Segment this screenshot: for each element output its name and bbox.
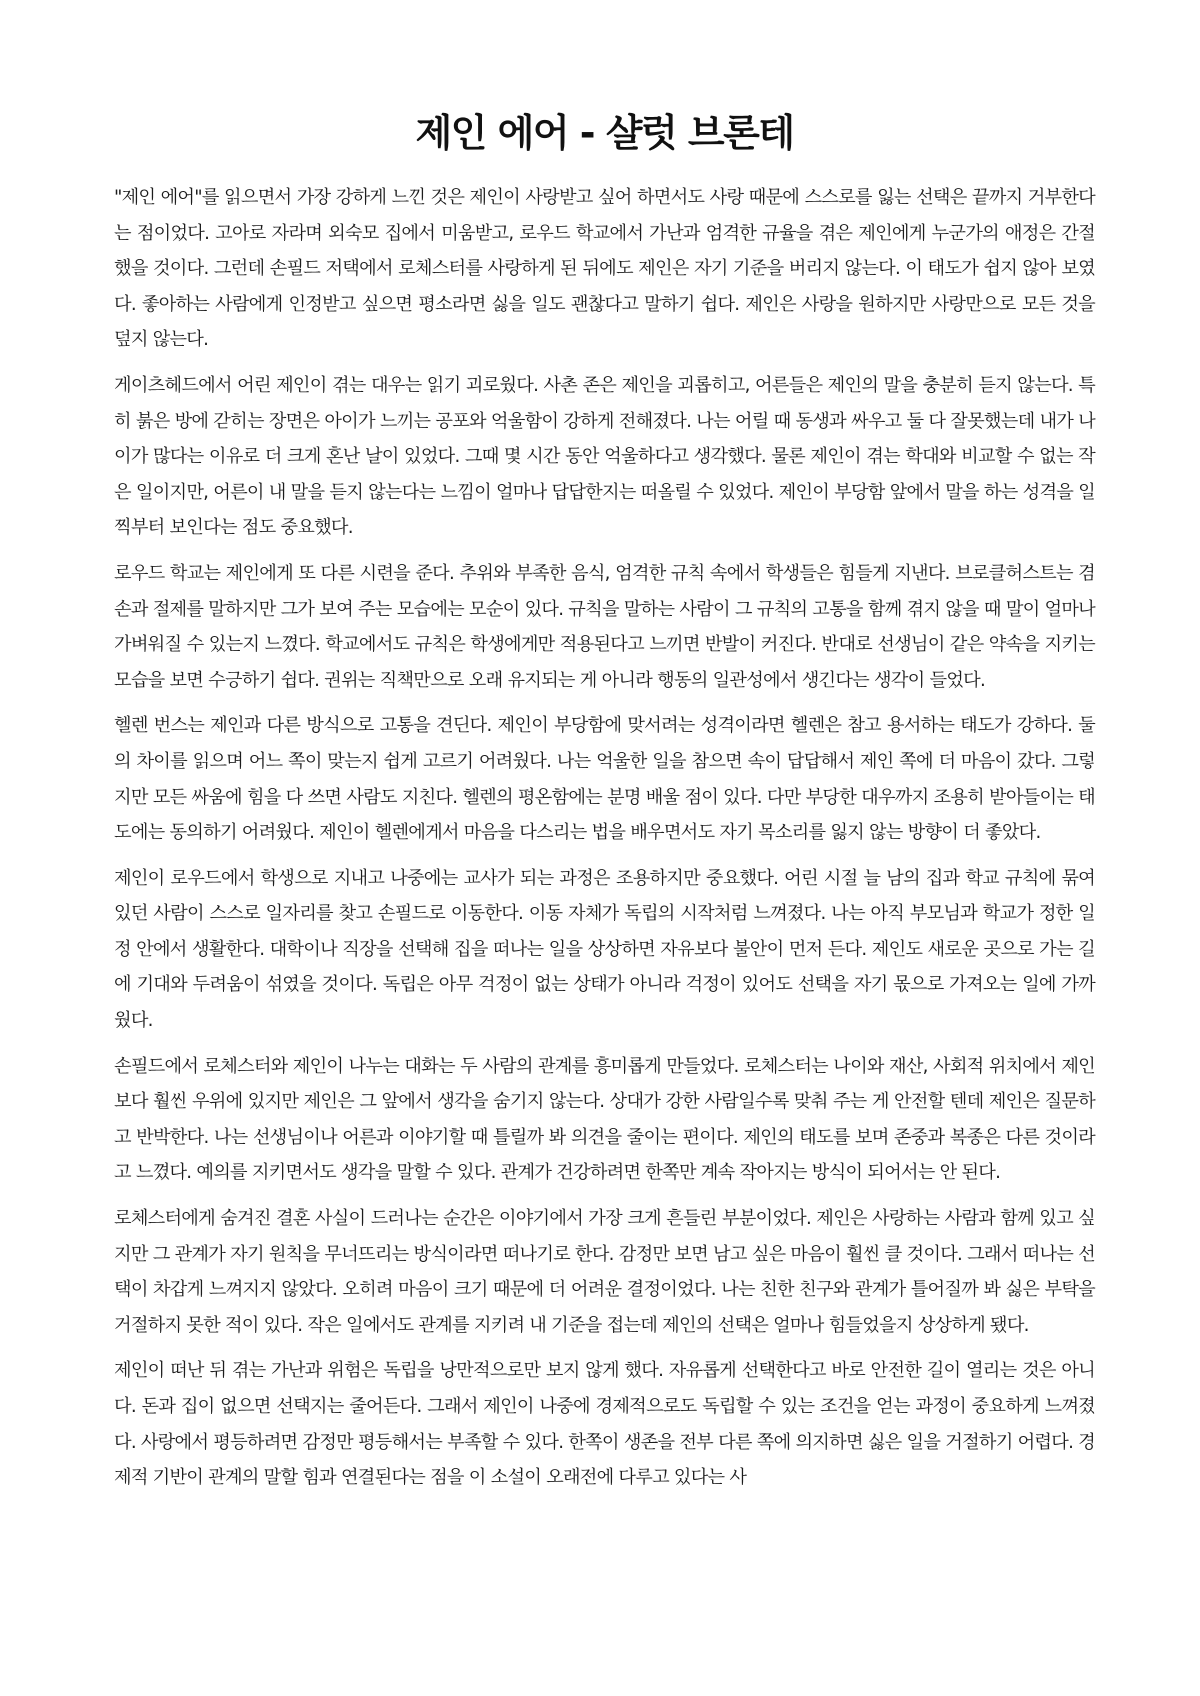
paragraph: "제인 에어"를 읽으면서 가장 강하게 느낀 것은 제인이 사랑받고 싶어 하면서도 사랑 때문에 스스로를 잃는 선택은 끝까지 거부한다는 점이었다. 고아로 자라며 외숙모 집에서 미움받고, 로우드 학교에서 가난과 엄격한 규율을 겪은 제인에게 누군가의 애정은 간절했을 것이다. 그런데 손필드 저택에서 로체스터를 사랑하게 된 뒤에도 제인은 자기 기준을 버리지 않는다. 이 태도가 쉽지 않아 보였다. 좋아하는 사람에게 인정받고 싶으면 평소라면 싫을 일도 괜찮다고 말하기 쉽다. 제인은 사랑을 원하지만 사랑만으로 모든 것을 덮지 않는다. [114, 187, 1095, 351]
paragraph: 로체스터에게 숨겨진 결혼 사실이 드러나는 순간은 이야기에서 가장 크게 흔들린 부분이었다. 제인은 사랑하는 사람과 함께 있고 싶지만 그 관계가 자기 원칙을 무너뜨리는 방식이라면 떠나기로 한다. 감정만 보면 남고 싶은 마음이 훨씬 클 것이다. 그래서 떠나는 선택이 차갑게 느껴지지 않았다. 오히려 마음이 크기 때문에 더 어려운 결정이었다. 나는 친한 친구와 관계가 틀어질까 봐 싫은 부탁을 거절하지 못한 적이 있다. 작은 일에서도 관계를 지키려 내 기준을 접는데 제인의 선택은 얼마나 힘들었을지 상상하게 됐다. [114, 1208, 1095, 1336]
paragraph: 헬렌 번스는 제인과 다른 방식으로 고통을 견딘다. 제인이 부당함에 맞서려는 성격이라면 헬렌은 참고 용서하는 태도가 강하다. 둘의 차이를 읽으며 어느 쪽이 맞는지 쉽게 고르기 어려웠다. 나는 억울한 일을 참으면 속이 답답해서 제인 쪽에 더 마음이 갔다. 그렇지만 모든 싸움에 힘을 다 쓰면 사람도 지친다. 헬렌의 평온함에는 분명 배울 점이 있다. 다만 부당한 대우까지 조용히 받아들이는 태도에는 동의하기 어려웠다. 제인이 헬렌에게서 마음을 다스리는 법을 배우면서도 자기 목소리를 잃지 않는 방향이 더 좋았다. [114, 715, 1095, 844]
document-title: 제인 에어 - 샬럿 브론테 [415, 111, 794, 155]
paragraph: 제인이 떠난 뒤 겪는 가난과 위험은 독립을 낭만적으로만 보지 않게 했다. 자유롭게 선택한다고 바로 안전한 길이 열리는 것은 아니다. 돈과 집이 없으면 선택지는 줄어든다. 그래서 제인이 나중에 경제적으로도 독립할 수 있는 조건을 얻는 과정이 중요하게 느껴졌다. 사랑에서 평등하려면 감정만 평등해서는 부족할 수 있다. 한쪽이 생존을 전부 다른 쪽에 의지하면 싫은 일을 거절하기 어렵다. 경제적 기반이 관계의 말할 힘과 연결된다는 점을 이 소설이 오래전에 다루고 있다는 사 [114, 1360, 1095, 1489]
paragraph: 게이츠헤드에서 어린 제인이 겪는 대우는 읽기 괴로웠다. 사촌 존은 제인을 괴롭히고, 어른들은 제인의 말을 충분히 듣지 않는다. 특히 붉은 방에 갇히는 장면은 아이가 느끼는 공포와 억울함이 강하게 전해졌다. 나는 어릴 때 동생과 싸우고 둘 다 잘못했는데 내가 나이가 많다는 이유로 더 크게 혼난 날이 있었다. 그때 몇 시간 동안 억울하다고 생각했다. 물론 제인이 겪는 학대와 비교할 수 없는 작은 일이지만, 어른이 내 말을 듣지 않는다는 느낌이 얼마나 답답한지는 떠올릴 수 있었다. 제인이 부당함 앞에서 말을 하는 성격을 일찍부터 보인다는 점도 중요했다. [114, 374, 1095, 539]
paragraph: 제인이 로우드에서 학생으로 지내고 나중에는 교사가 되는 과정은 조용하지만 중요했다. 어린 시절 늘 남의 집과 학교 규칙에 묶여 있던 사람이 스스로 일자리를 찾고 손필드로 이동한다. 이동 자체가 독립의 시작처럼 느껴졌다. 나는 아직 부모님과 학교가 정한 일정 안에서 생활한다. 대학이나 직장을 선택해 집을 떠나는 일을 상상하면 자유보다 불안이 먼저 든다. 제인도 새로운 곳으로 가는 길에 기대와 두려움이 섞였을 것이다. 독립은 아무 걱정이 없는 상태가 아니라 걱정이 있어도 선택을 자기 몫으로 가져오는 일에 가까웠다. [114, 867, 1095, 1032]
document-body [114, 180, 1095, 1496]
paragraph: 손필드에서 로체스터와 제인이 나누는 대화는 두 사람의 관계를 흥미롭게 만들었다. 로체스터는 나이와 재산, 사회적 위치에서 제인보다 훨씬 우위에 있지만 제인은 그 앞에서 생각을 숨기지 않는다. 상대가 강한 사람일수록 맞춰 주는 게 안전할 텐데 제인은 질문하고 반박한다. 나는 선생님이나 어른과 이야기할 때 틀릴까 봐 의견을 줄이는 편이다. 제인의 태도를 보며 존중과 복종은 다른 것이라고 느꼈다. 예의를 지키면서도 생각을 말할 수 있다. 관계가 건강하려면 한쪽만 계속 작아지는 방식이 되어서는 안 된다. [114, 1055, 1095, 1184]
paragraph: 로우드 학교는 제인에게 또 다른 시련을 준다. 추위와 부족한 음식, 엄격한 규칙 속에서 학생들은 힘들게 지낸다. 브로클허스트는 겸손과 절제를 말하지만 그가 보여 주는 모습에는 모순이 있다. 규칙을 말하는 사람이 그 규칙의 고통을 함께 겪지 않을 때 말이 얼마나 가벼워질 수 있는지 느꼈다. 학교에서도 규칙은 학생에게만 적용된다고 느끼면 반발이 커진다. 반대로 선생님이 같은 약속을 지키는 모습을 보면 수긍하기 쉽다. 권위는 직책만으로 오래 유지되는 게 아니라 행동의 일관성에서 생긴다는 생각이 들었다. [114, 562, 1095, 691]
